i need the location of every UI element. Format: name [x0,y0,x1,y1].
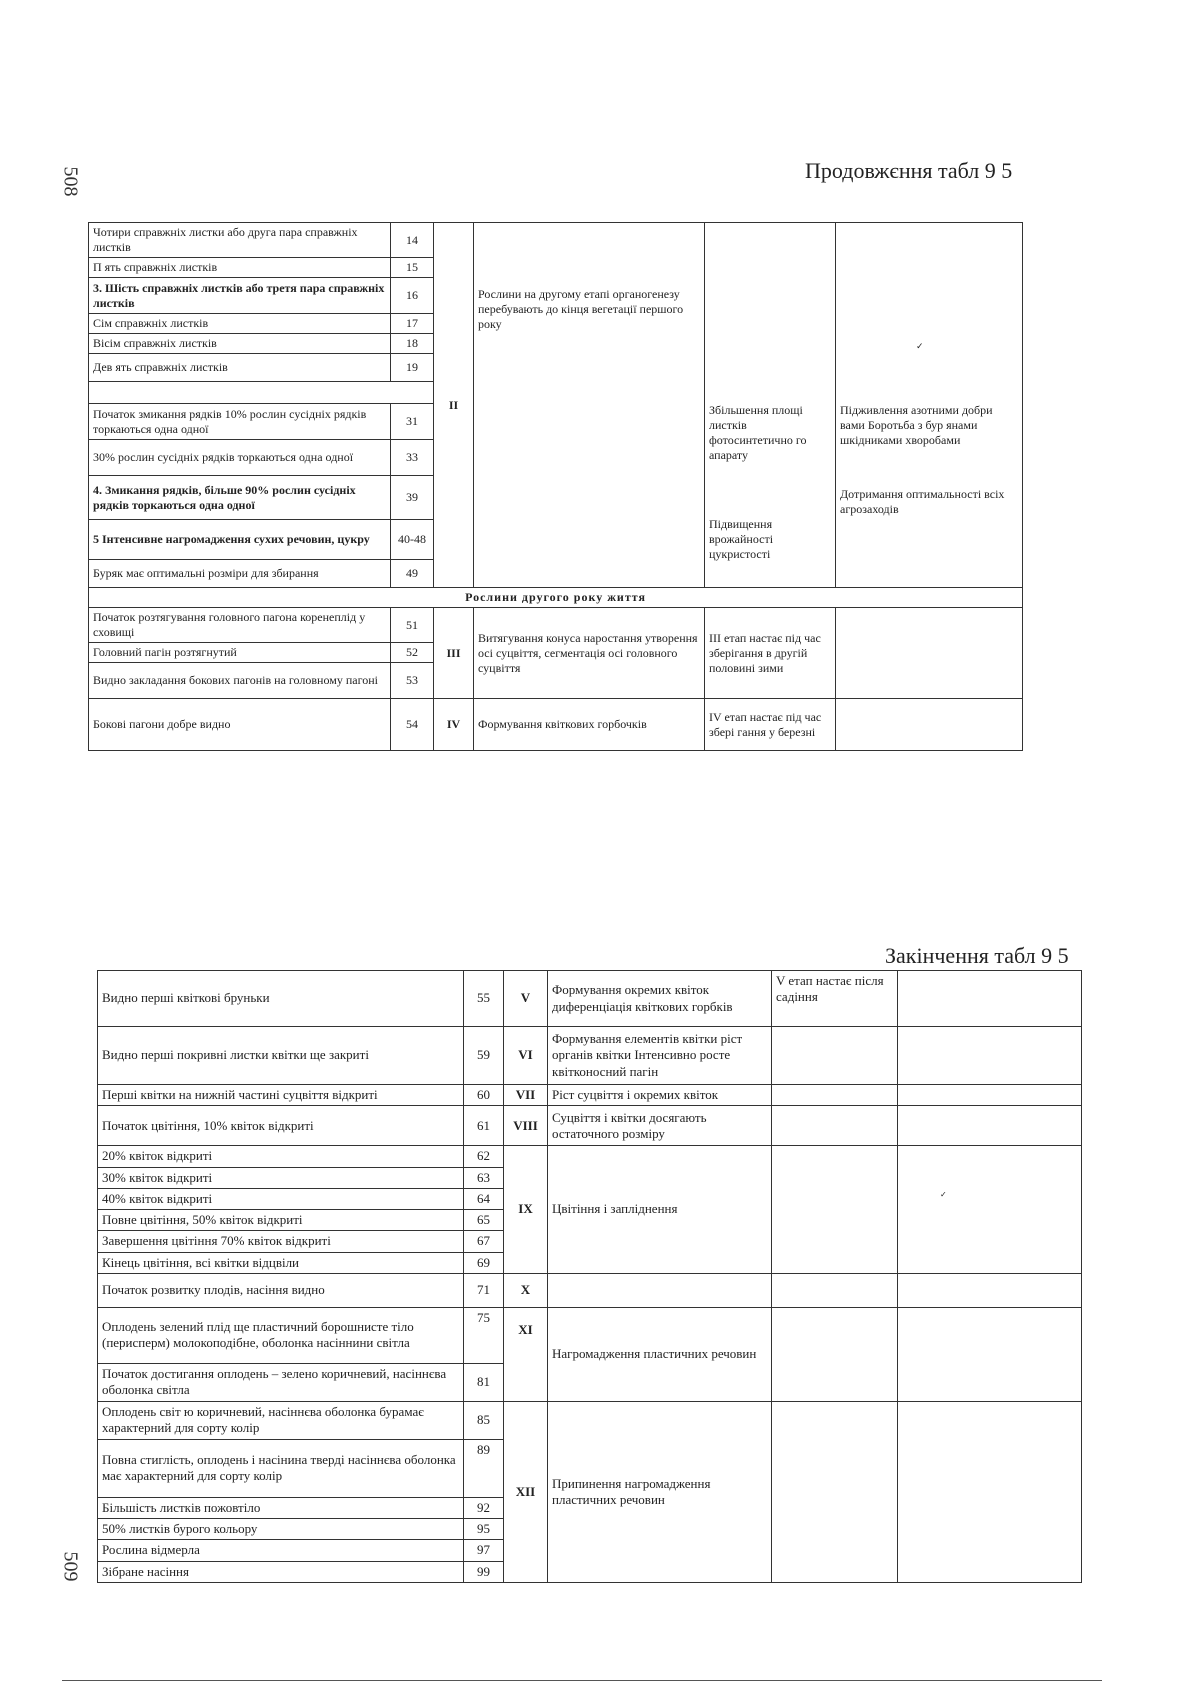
row-code: 69 [464,1252,504,1273]
row-desc: Початок достигання оплодень – зелено коричневий, насіннєва оболонка світла [98,1363,464,1401]
row-code: 55 [464,971,504,1027]
row-desc: Дев ять справжніх листків [89,354,391,382]
row-code: 31 [391,404,434,440]
table-row [98,1085,1082,1106]
row-desc: Перші квітки на нижній частині суцвіття відкриті [98,1085,464,1106]
stage-VII: VII [504,1085,548,1106]
row-desc: 40% квіток відкриті [98,1188,464,1209]
row-code: 85 [464,1401,504,1439]
row-code: 89 [464,1439,504,1497]
table-row [98,1273,1082,1307]
page-number-bottom: 509 [59,1551,82,1582]
row-desc: Повне цвітіння, 50% квіток відкриті [98,1210,464,1231]
table-row [98,1307,1082,1363]
row-code: 81 [464,1363,504,1401]
row-desc: Головний пагін розтягнутий [89,643,391,663]
row-code: 71 [464,1273,504,1307]
table-continuation [88,222,1023,751]
stage-XI: XI [504,1307,548,1401]
stage-IV: IV [434,699,474,751]
row-code: 15 [391,258,434,278]
row-code: 99 [464,1561,504,1582]
page-number-top: 508 [59,166,82,197]
organogenesis-V: Формування окремих квіток диференціація квіткових горбків [548,971,772,1027]
row-desc: 30% квіток відкриті [98,1167,464,1188]
stage-II: II [434,223,474,588]
row-desc: Бокові пагони добре видно [89,699,391,751]
row-code: 51 [391,608,434,643]
bottom-rule [62,1680,1102,1681]
organogenesis-II: Рослини на другому етапі органогенезу перебувають до кінця вегетації першого року [474,223,705,588]
measures-2: Дотримання оптимальності всіх агрозаходів [840,487,1005,516]
row-code: 39 [391,476,434,520]
organogenesis-VI: Формування елементів квітки ріст органів квітки Інтенсивно росте квітконосний пагін [548,1027,772,1085]
measures-1: Підживлення азотними добри вами Боротьба з бур янами шкідниками хворобами [840,403,993,447]
note-III: III етап настає під час зберігання в другій половині зими [705,608,836,699]
row-code: 60 [464,1085,504,1106]
row-code: 19 [391,354,434,382]
table-row [98,1146,1082,1167]
row-desc: Видно закладання бокових пагонів на головному пагоні [89,663,391,699]
table-row [98,1106,1082,1146]
row-code: 95 [464,1519,504,1540]
table-row [98,971,1082,1027]
row-desc: 20% квіток відкриті [98,1146,464,1167]
row-code: 65 [464,1210,504,1231]
purpose-cell [705,223,836,588]
purpose-1: Збільшення площі листків фотосинтетично го апарату [709,403,807,462]
row-desc: Вісім справжніх листків [89,334,391,354]
row-code: 54 [391,699,434,751]
row-code: 14 [391,223,434,258]
row-desc: Завершення цвітіння 70% квіток відкриті [98,1231,464,1252]
organogenesis-VII: Ріст суцвіття і окремих квіток [548,1085,772,1106]
row-desc: Початок розвитку плодів, насіння видно [98,1273,464,1307]
row-code: 64 [464,1188,504,1209]
row-desc: Початок цвітіння, 10% квіток відкриті [98,1106,464,1146]
row-desc: Повна стиглість, оплодень і насінина тверді насіннєва оболонка має характерний для сорту колір [98,1439,464,1497]
row-code: 52 [391,643,434,663]
row-desc: Буряк має оптимальні розміри для збирання [89,560,391,588]
section-header: Рослини другого року життя [89,588,1023,608]
section-header-row [89,588,1023,608]
row-desc: Більшість листків пожовтіло [98,1497,464,1518]
check-mark-icon: ✓ [916,341,924,351]
row-code: 75 [464,1307,504,1363]
row-code: 67 [464,1231,504,1252]
row-code: 92 [464,1497,504,1518]
row-desc: Видно перші покривні листки квітки ще закриті [98,1027,464,1085]
table-row [89,223,1023,258]
row-desc: 4. Змикання рядків, більше 90% рослин сусідніх рядків торкаються одна одної [89,476,391,520]
row-desc: Оплодень світ ю коричневий, насіннєва оболонка бурамає характерний для сорту колір [98,1401,464,1439]
row-desc: 3. Шість справжніх листків або третя пара справжніх листків [89,278,391,314]
row-code: 49 [391,560,434,588]
organogenesis-IX: Цвітіння і запліднення [548,1146,772,1274]
measures-cell [836,223,1023,588]
stage-VI: VI [504,1027,548,1085]
table2-caption: Закінчення табл 9 5 [885,943,1069,968]
table-end [97,970,1082,1583]
note-IV: IV етап настає під час збері гання у березні [705,699,836,751]
stage-X: X [504,1273,548,1307]
row-code: 63 [464,1167,504,1188]
row-desc: Рослина відмерла [98,1540,464,1561]
row-desc: 50% листків бурого кольору [98,1519,464,1540]
row-desc: Сім справжніх листків [89,314,391,334]
table-row [98,1027,1082,1085]
stage-VIII: VIII [504,1106,548,1146]
row-code: 59 [464,1027,504,1085]
stage-IX: IX [504,1146,548,1274]
row-desc: Початок розтягування головного пагона коренеплід у сховищі [89,608,391,643]
stage-V: V [504,971,548,1027]
table-row [98,1401,1082,1439]
row-code: 61 [464,1106,504,1146]
row-desc: Початок змикання рядків 10% рослин сусідніх рядків торкаються одна одної [89,404,391,440]
stage-XII: XII [504,1401,548,1582]
purpose-2: Підвищення врожайності цукристості [709,517,774,561]
row-desc: Зібране насіння [98,1561,464,1582]
table-row [89,699,1023,751]
row-code: 33 [391,440,434,476]
note-V: V етап настає після садіння [772,971,898,1027]
row-code: 18 [391,334,434,354]
table-row [89,608,1023,643]
stage-III: III [434,608,474,699]
row-code: 17 [391,314,434,334]
organogenesis-VIII: Суцвіття і квітки досягають остаточного розміру [548,1106,772,1146]
row-code: 16 [391,278,434,314]
row-desc: 5 Інтенсивне нагромадження сухих речовин, цукру [89,520,391,560]
organogenesis-XII: Припинення нагромадження пластичних речовин [548,1401,772,1582]
row-code: 97 [464,1540,504,1561]
row-code: 53 [391,663,434,699]
row-code: 62 [464,1146,504,1167]
row-desc: Оплодень зелений плід ще пластичний борошнисте тіло (перисперм) молокоподібне, оболонка насіннини світла [98,1307,464,1363]
check-mark-icon: ✓ [940,1190,947,1200]
row-desc: Кінець цвітіння, всі квітки відцвіли [98,1252,464,1273]
organogenesis-IV: Формування квіткових горбочків [474,699,705,751]
organogenesis-XI: Нагромадження пластичних речовин [548,1307,772,1401]
row-code: 40-48 [391,520,434,560]
row-desc: П ять справжніх листків [89,258,391,278]
table1-caption: Продовжєння табл 9 5 [805,158,1013,183]
row-desc: Видно перші квіткові бруньки [98,971,464,1027]
row-desc: 30% рослин сусідніх рядків торкаються одна одної [89,440,391,476]
row-desc: Чотири справжніх листки або друга пара справжніх листків [89,223,391,258]
organogenesis-III: Витягування конуса наростання утворення осі суцвіття, сегментація осі головного суцвіття [474,608,705,699]
